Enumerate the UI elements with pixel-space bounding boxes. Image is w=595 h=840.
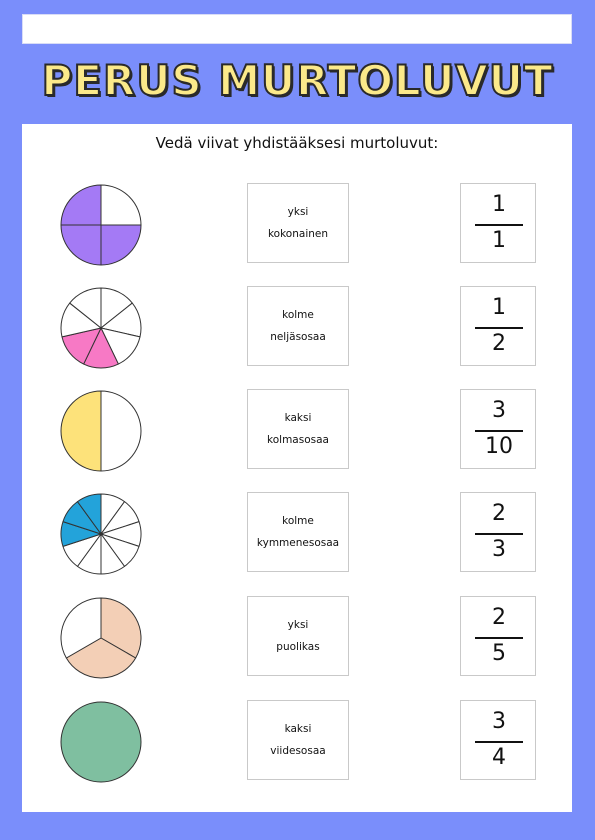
instruction-text: Vedä viivat yhdistääksesi murtoluvut: — [155, 134, 439, 152]
pie-slice — [61, 391, 101, 471]
word-line: kolme — [282, 309, 314, 321]
word-card — [247, 286, 349, 366]
fraction-card — [460, 183, 536, 263]
word-card — [247, 596, 349, 676]
fraction-pie — [59, 700, 143, 784]
pie-slice — [61, 702, 141, 782]
fraction-bar — [475, 430, 523, 432]
fraction-card — [460, 492, 536, 572]
word-line: kymmenesosaa — [256, 537, 340, 549]
denominator: 1 — [492, 228, 506, 253]
word-line: viidesosaa — [270, 745, 326, 757]
word-line: kaksi — [284, 412, 312, 424]
numerator: 2 — [492, 501, 506, 526]
denominator: 3 — [492, 537, 506, 562]
match-row — [22, 389, 572, 473]
fraction-pie — [59, 596, 143, 680]
fraction-bar — [475, 637, 523, 639]
fraction-pie — [59, 389, 143, 473]
numerator: 3 — [492, 709, 506, 734]
word-card — [247, 389, 349, 469]
word-line: kolme — [282, 515, 314, 527]
word-line: yksi — [287, 206, 309, 218]
word-card — [247, 183, 349, 263]
denominator: 4 — [492, 745, 506, 770]
pie-slice — [61, 225, 101, 265]
pie-slice — [101, 391, 141, 471]
fraction-pie — [59, 183, 143, 267]
fraction-bar — [475, 741, 523, 743]
word-line: yksi — [287, 619, 309, 631]
fraction-card — [460, 286, 536, 366]
denominator: 10 — [485, 434, 513, 459]
numerator: 1 — [492, 295, 506, 320]
header-strip — [22, 14, 572, 44]
pie-slice — [101, 225, 141, 265]
fraction-bar — [475, 327, 523, 329]
word-card — [247, 700, 349, 780]
fraction-card — [460, 700, 536, 780]
pie-slice — [101, 185, 141, 225]
word-line: kaksi — [284, 723, 312, 735]
fraction-card — [460, 389, 536, 469]
fraction-card — [460, 596, 536, 676]
denominator: 2 — [492, 331, 506, 356]
worksheet — [22, 124, 572, 812]
word-line: puolikas — [276, 641, 320, 653]
page-title: PERUS MURTOLUVUT — [41, 56, 554, 105]
word-card — [247, 492, 349, 572]
match-row — [22, 492, 572, 576]
word-line: neljäsosaa — [270, 331, 326, 343]
word-line: kolmasosaa — [267, 434, 329, 446]
fraction-pie — [59, 492, 143, 576]
pie-slice — [61, 185, 101, 225]
numerator: 2 — [492, 605, 506, 630]
match-row — [22, 700, 572, 784]
fraction-pie — [59, 286, 143, 370]
match-row — [22, 183, 572, 267]
match-row — [22, 596, 572, 680]
numerator: 3 — [492, 398, 506, 423]
fraction-bar — [475, 533, 523, 535]
denominator: 5 — [492, 641, 506, 666]
numerator: 1 — [492, 192, 506, 217]
match-row — [22, 286, 572, 370]
word-line: kokonainen — [267, 228, 329, 240]
fraction-bar — [475, 224, 523, 226]
